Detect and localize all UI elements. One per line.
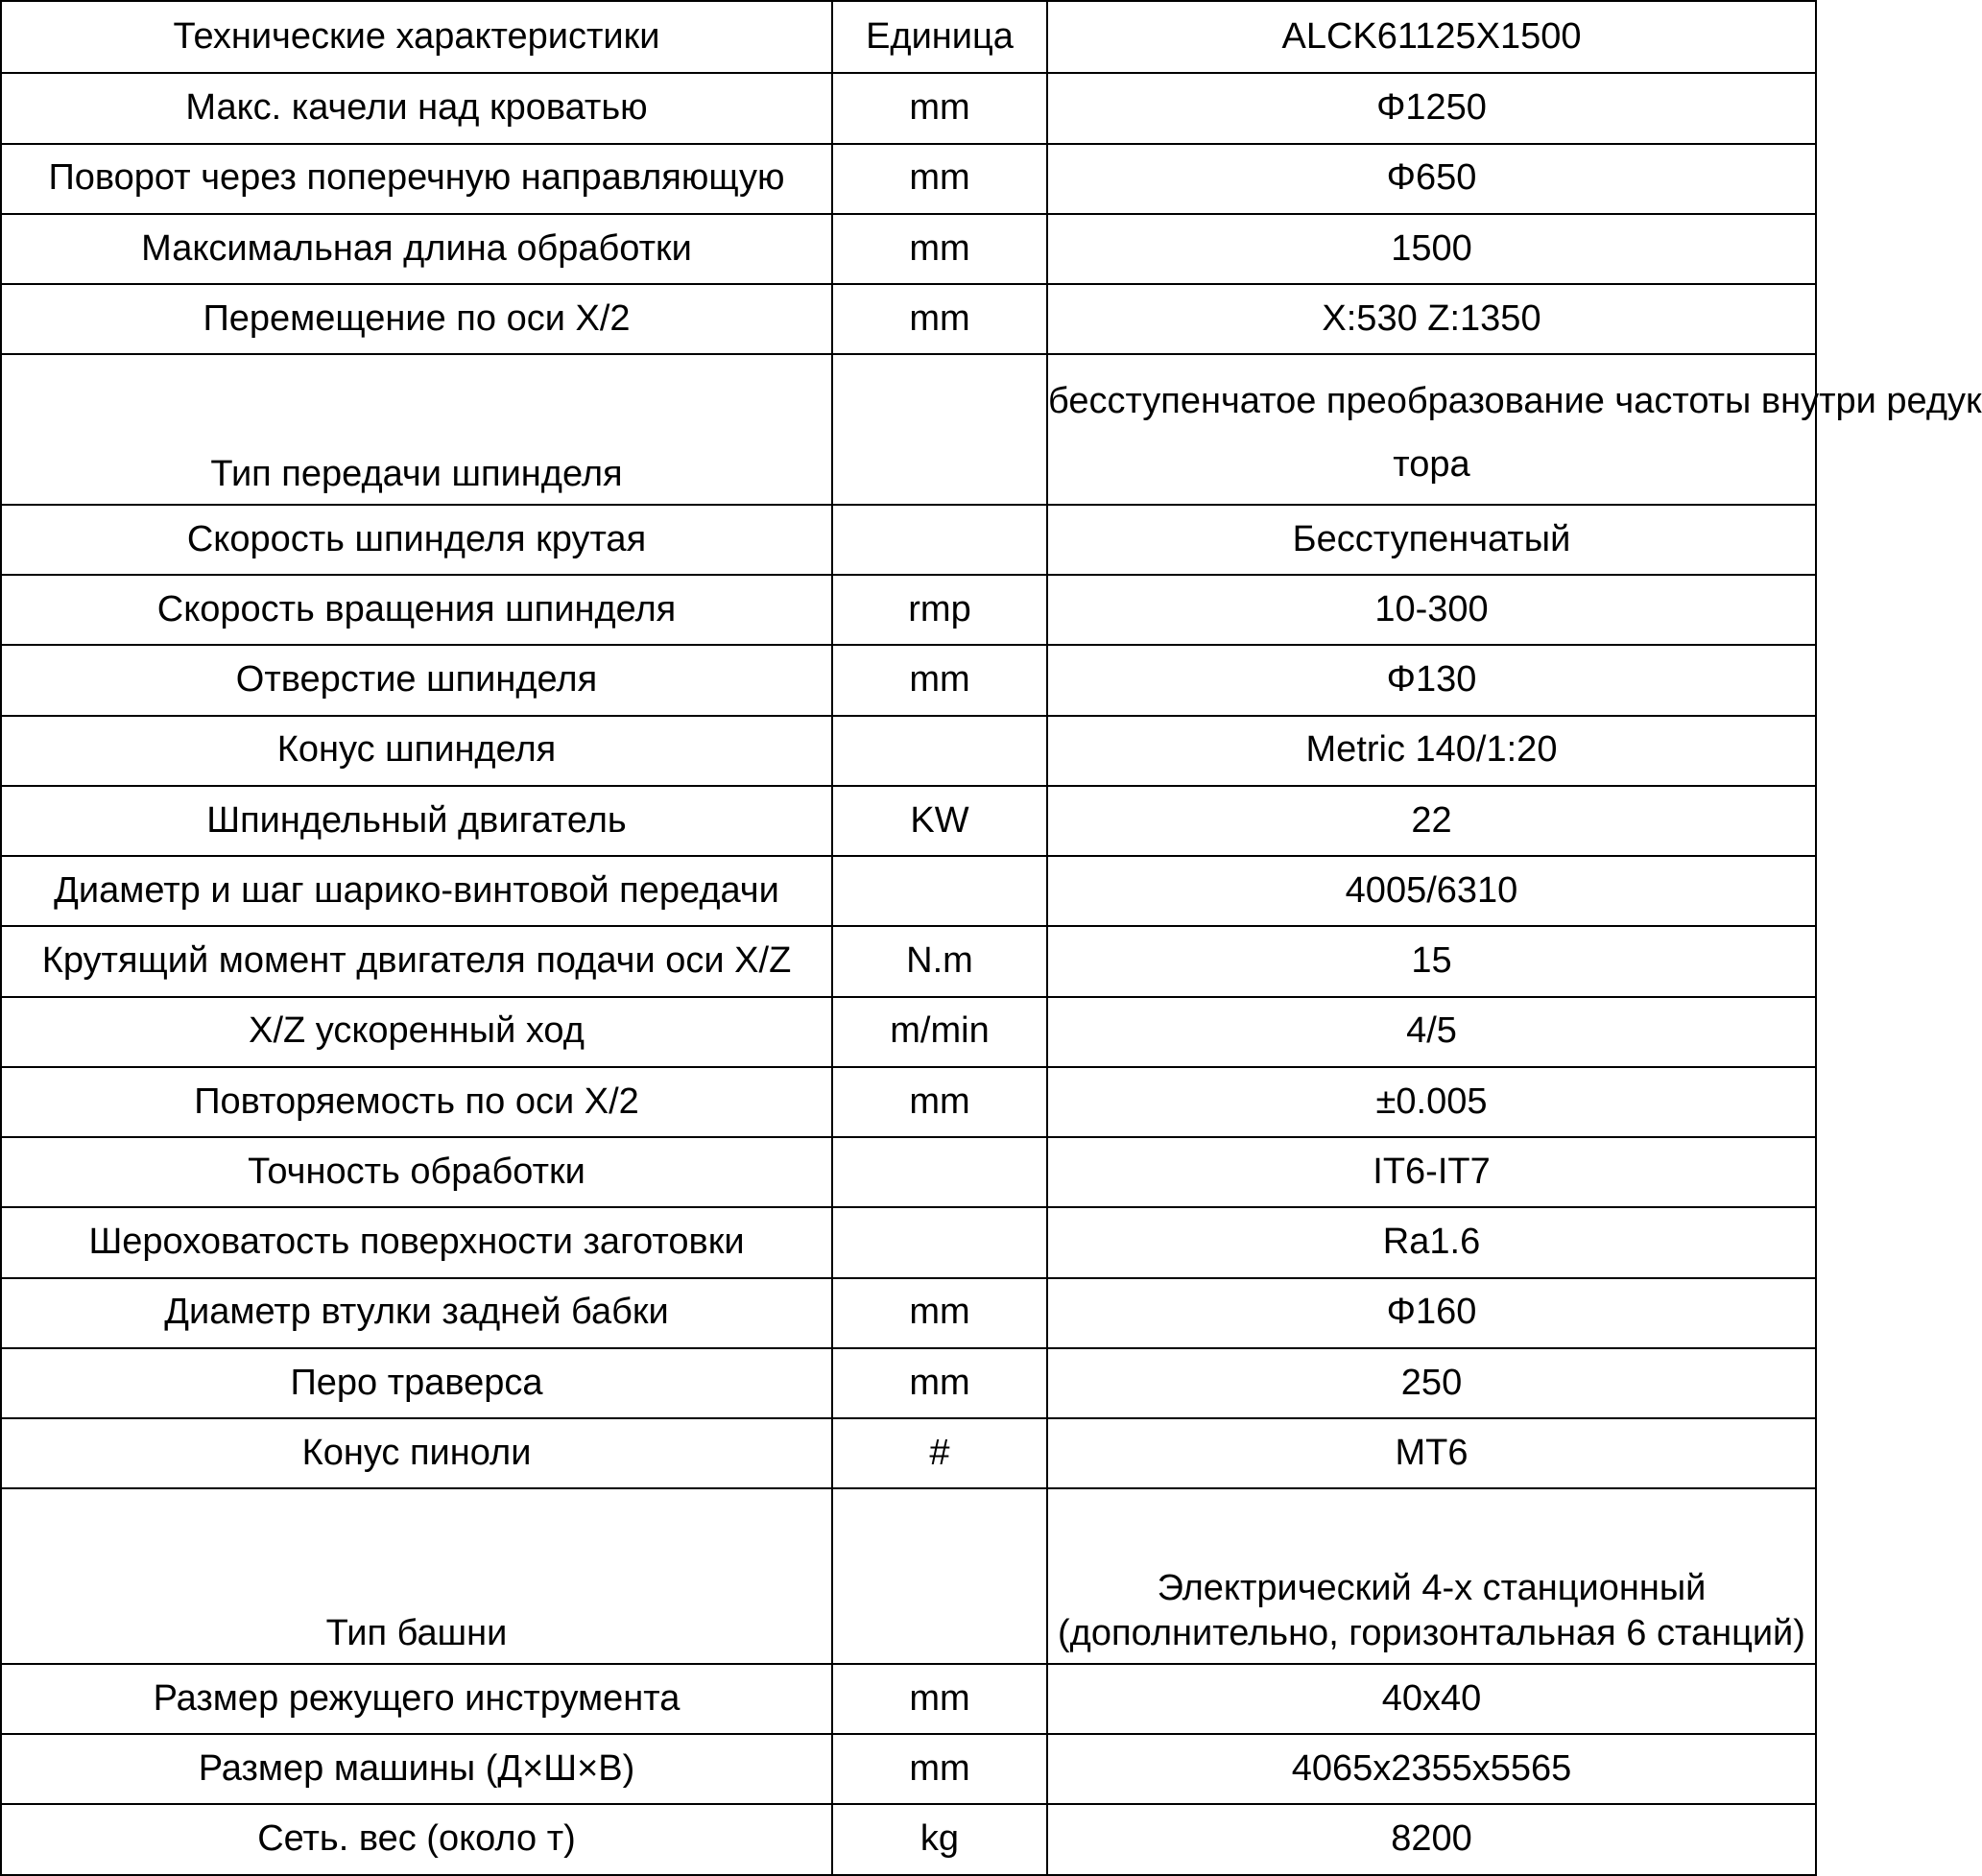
unit-cell: mm bbox=[832, 1067, 1047, 1137]
param-cell: Перемещение по оси X/2 bbox=[1, 284, 832, 354]
table-row bbox=[1, 214, 1816, 284]
table-row bbox=[1, 1664, 1816, 1734]
table-header-row bbox=[1, 1, 1816, 73]
table-row bbox=[1, 716, 1816, 786]
param-cell: Шпиндельный двигатель bbox=[1, 786, 832, 856]
param-cell: Поворот через поперечную направляющую bbox=[1, 144, 832, 214]
value-cell: Ra1.6 bbox=[1047, 1207, 1816, 1277]
table-row bbox=[1, 1488, 1816, 1664]
param-cell: Перо траверса bbox=[1, 1348, 832, 1418]
table-row bbox=[1, 284, 1816, 354]
param-cell: Сеть. вес (около т) bbox=[1, 1804, 832, 1875]
unit-cell: mm bbox=[832, 1278, 1047, 1348]
value-cell: 4065x2355x5565 bbox=[1047, 1734, 1816, 1804]
param-cell: Точность обработки bbox=[1, 1137, 832, 1207]
value-cell: Φ1250 bbox=[1047, 73, 1816, 143]
param-cell: Размер машины (Д×Ш×В) bbox=[1, 1734, 832, 1804]
value-cell: Metric 140/1:20 bbox=[1047, 716, 1816, 786]
value-cell: X:530 Z:1350 bbox=[1047, 284, 1816, 354]
table-row bbox=[1, 856, 1816, 926]
unit-cell: mm bbox=[832, 1348, 1047, 1418]
unit-cell bbox=[832, 1207, 1047, 1277]
table-row bbox=[1, 144, 1816, 214]
value-cell: 4/5 bbox=[1047, 997, 1816, 1067]
param-cell: Диаметр и шаг шарико-винтовой передачи bbox=[1, 856, 832, 926]
table-row bbox=[1, 1804, 1816, 1875]
param-cell: Повторяемость по оси X/2 bbox=[1, 1067, 832, 1137]
param-cell: Отверстие шпинделя bbox=[1, 645, 832, 715]
table-row bbox=[1, 354, 1816, 505]
table-row bbox=[1, 1278, 1816, 1348]
table-row bbox=[1, 505, 1816, 575]
unit-cell: rmp bbox=[832, 575, 1047, 645]
header-param: Технические характеристики bbox=[1, 1, 832, 73]
table-row bbox=[1, 786, 1816, 856]
unit-cell bbox=[832, 354, 1047, 505]
unit-cell: N.m bbox=[832, 926, 1047, 996]
param-cell: Диаметр втулки задней бабки bbox=[1, 1278, 832, 1348]
header-unit: Единица bbox=[832, 1, 1047, 73]
table-row bbox=[1, 1348, 1816, 1418]
value-cell bbox=[1047, 1488, 1816, 1664]
value-line-1: Электрический 4-х станционный bbox=[1157, 1567, 1707, 1608]
value-line-1: бесступенчатое преобразование частоты внутри редук bbox=[1048, 380, 1982, 421]
param-cell: Макс. качели над кроватью bbox=[1, 73, 832, 143]
value-cell: 10-300 bbox=[1047, 575, 1816, 645]
unit-cell: KW bbox=[832, 786, 1047, 856]
unit-cell: mm bbox=[832, 214, 1047, 284]
param-cell: Скорость шпинделя крутая bbox=[1, 505, 832, 575]
value-cell: ±0.005 bbox=[1047, 1067, 1816, 1137]
unit-cell bbox=[832, 716, 1047, 786]
value-cell: Φ130 bbox=[1047, 645, 1816, 715]
value-cell: 15 bbox=[1047, 926, 1816, 996]
unit-cell: # bbox=[832, 1418, 1047, 1488]
param-cell: Размер режущего инструмента bbox=[1, 1664, 832, 1734]
value-cell: 1500 bbox=[1047, 214, 1816, 284]
table-row bbox=[1, 1734, 1816, 1804]
value-line-2: (дополнительно, горизонтальная 6 станций) bbox=[1058, 1613, 1805, 1654]
unit-cell: mm bbox=[832, 73, 1047, 143]
value-cell: 40x40 bbox=[1047, 1664, 1816, 1734]
value-cell: 22 bbox=[1047, 786, 1816, 856]
value-cell: Бесступенчатый bbox=[1047, 505, 1816, 575]
param-cell: Тип передачи шпинделя bbox=[1, 354, 832, 505]
param-cell: X/Z ускоренный ход bbox=[1, 997, 832, 1067]
table-row bbox=[1, 1067, 1816, 1137]
table-row bbox=[1, 997, 1816, 1067]
param-cell: Тип башни bbox=[1, 1488, 832, 1664]
value-cell bbox=[1047, 354, 1982, 505]
param-cell: Крутящий момент двигателя подачи оси X/Z bbox=[1, 926, 832, 996]
unit-cell: mm bbox=[832, 1734, 1047, 1804]
table-row bbox=[1, 1137, 1816, 1207]
unit-cell bbox=[832, 1488, 1047, 1664]
table-row bbox=[1, 1207, 1816, 1277]
value-cell: 250 bbox=[1047, 1348, 1816, 1418]
table-row bbox=[1, 1418, 1816, 1488]
unit-cell: mm bbox=[832, 645, 1047, 715]
value-cell: 8200 bbox=[1047, 1804, 1816, 1875]
table-row bbox=[1, 73, 1816, 143]
value-line-2: тора bbox=[1393, 443, 1470, 485]
unit-cell: kg bbox=[832, 1804, 1047, 1875]
unit-cell: mm bbox=[832, 284, 1047, 354]
table-row bbox=[1, 575, 1816, 645]
param-cell: Максимальная длина обработки bbox=[1, 214, 832, 284]
unit-cell bbox=[832, 505, 1047, 575]
value-wrap bbox=[1048, 356, 1982, 504]
value-cell: IT6-IT7 bbox=[1047, 1137, 1816, 1207]
unit-cell bbox=[832, 856, 1047, 926]
value-cell: 4005/6310 bbox=[1047, 856, 1816, 926]
param-cell: Конус шпинделя bbox=[1, 716, 832, 786]
unit-cell: m/min bbox=[832, 997, 1047, 1067]
param-cell: Скорость вращения шпинделя bbox=[1, 575, 832, 645]
unit-cell: mm bbox=[832, 1664, 1047, 1734]
header-model: ALCK61125X1500 bbox=[1047, 1, 1816, 73]
value-cell: Φ160 bbox=[1047, 1278, 1816, 1348]
unit-cell: mm bbox=[832, 144, 1047, 214]
unit-cell bbox=[832, 1137, 1047, 1207]
value-cell: MT6 bbox=[1047, 1418, 1816, 1488]
table-row bbox=[1, 645, 1816, 715]
param-cell: Шероховатость поверхности заготовки bbox=[1, 1207, 832, 1277]
table-row bbox=[1, 926, 1816, 996]
value-cell: Φ650 bbox=[1047, 144, 1816, 214]
param-cell: Конус пиноли bbox=[1, 1418, 832, 1488]
